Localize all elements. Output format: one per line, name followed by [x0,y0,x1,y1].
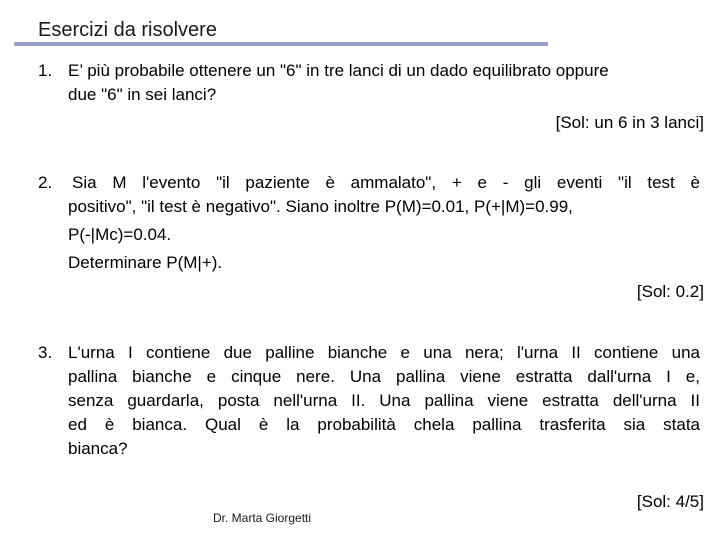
exercise-number: 3. [38,343,53,362]
title-underline [14,42,548,46]
exercise-2-solution: [Sol: 0.2] [636,282,704,301]
exercise-text [68,59,700,107]
exercise-number: 1. [38,61,53,80]
footer-author: Dr. Marta Giorgetti [213,511,312,525]
exercise-3 [38,341,700,461]
slide-title: Esercizi da risolvere [38,19,217,41]
exercise-line: pallina bianche e cinque nere. Una pallina viene estratta dall'urna I e, [68,367,700,386]
exercise-3-solution: [Sol: 4/5] [636,492,704,511]
exercise-1 [38,59,700,107]
exercise-text [68,171,700,275]
exercise-line: bianca? [68,439,128,458]
exercise-2 [38,171,700,275]
exercise-text [68,341,700,461]
exercise-line: due "6" in sei lanci? [68,85,217,104]
exercise-line: ed è bianca. Qual è la probabilità chela pallina trasferita sia stata [68,415,700,434]
exercise-line: Sia M l'evento "il paziente è ammalato", + e - gli eventi "il test è [72,173,700,192]
exercise-line: senza guardarla, posta nell'urna II. Una pallina viene estratta dell'urna II [68,391,700,410]
exercise-line: L'urna I contiene due palline bianche e una nera; l'urna II contiene una [68,343,700,362]
exercise-number: 2. [38,173,53,192]
exercise-line: positivo", "il test è negativo". Siano inoltre P(M)=0.01, P(+|M)=0.99, [68,197,573,216]
exercise-line: Determinare P(M|+). [68,253,223,272]
exercise-line: P(-|Mc)=0.04. [68,225,172,244]
exercise-line: E’ più probabile ottenere un "6" in tre lanci di un dado equilibrato oppure [68,61,609,80]
exercise-1-solution: [Sol: un 6 in 3 lanci] [555,113,704,132]
